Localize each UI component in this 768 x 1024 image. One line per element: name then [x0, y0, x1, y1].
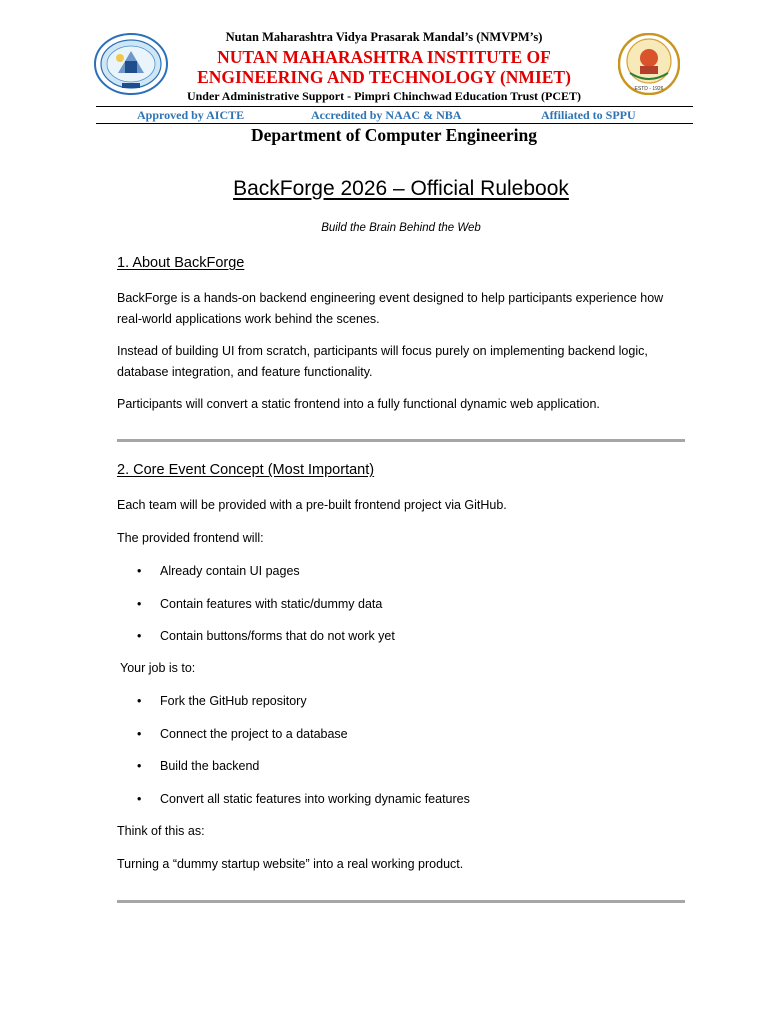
bullet-icon: • [137, 727, 142, 741]
section-heading-about: 1. About BackForge [117, 255, 245, 271]
department-name: Department of Computer Engineering [251, 125, 537, 145]
core-paragraph-5: Turning a “dummy startup website” into a real working product. [117, 857, 464, 871]
letterhead [0, 0, 768, 150]
list-item [137, 563, 300, 579]
bullet-icon: • [137, 792, 142, 806]
list-item [137, 726, 348, 742]
header-divider-bottom [96, 123, 693, 124]
section-heading-core-concept: 2. Core Event Concept (Most Important) [117, 462, 375, 478]
core-paragraph-2: The provided frontend will: [117, 531, 264, 545]
administrative-support: Under Administrative Support - Pimpri Chinchwad Education Trust (PCET) [186, 89, 582, 103]
approval-text: Approved by AICTE [137, 108, 245, 122]
bullet-icon: • [137, 694, 142, 708]
header-divider-top [96, 106, 693, 107]
list-item [137, 693, 307, 709]
list-item-text: Connect the project to a database [160, 727, 348, 741]
bullet-icon: • [137, 597, 142, 611]
affiliation-text: Affiliated to SPPU [541, 108, 636, 122]
core-paragraph-3: Your job is to: [120, 661, 196, 675]
list-item [137, 791, 470, 807]
bullet-icon: • [137, 759, 142, 773]
accreditation-text: Accredited by NAAC & NBA [311, 108, 462, 122]
document-subtitle: Build the Brain Behind the Web [321, 222, 481, 234]
seal-estd-text: ESTD - 1926 [634, 86, 664, 92]
institute-name-line-2: ENGINEERING AND TECHNOLOGY (NMIET) [197, 67, 571, 87]
list-item-text: Contain buttons/forms that do not work yet [160, 629, 395, 643]
about-paragraph-2: Instead of building UI from scratch, participants will focus purely on implementing backend logic, database integration, and feature functionality. [117, 344, 648, 379]
trust-name: Nutan Maharashtra Vidya Prasarak Mandal’s (NMVPM’s) [225, 30, 543, 44]
about-paragraph-3: Participants will convert a static frontend into a fully functional dynamic web application. [117, 397, 600, 411]
list-item-text: Fork the GitHub repository [160, 694, 307, 708]
list-item [137, 596, 382, 612]
core-paragraph-4: Think of this as: [117, 824, 205, 838]
institute-name-line-1: NUTAN MAHARASHTRA INSTITUTE OF [217, 47, 551, 67]
bullet-icon: • [137, 629, 142, 643]
about-paragraph-1: BackForge is a hands-on backend engineering event designed to help participants experience how real-world applications work behind the scenes. [117, 291, 664, 326]
list-item [137, 628, 395, 644]
bullet-icon: • [137, 564, 142, 578]
section-divider [117, 900, 685, 903]
list-item-text: Already contain UI pages [160, 564, 300, 578]
document-title: BackForge 2026 – Official Rulebook [233, 177, 569, 200]
list-item-text: Contain features with static/dummy data [160, 597, 383, 611]
list-item-text: Build the backend [160, 759, 260, 773]
list-item [137, 758, 259, 774]
core-paragraph-1: Each team will be provided with a pre-built frontend project via GitHub. [117, 498, 507, 512]
section-divider [117, 439, 685, 442]
list-item-text: Convert all static features into working dynamic features [160, 792, 470, 806]
